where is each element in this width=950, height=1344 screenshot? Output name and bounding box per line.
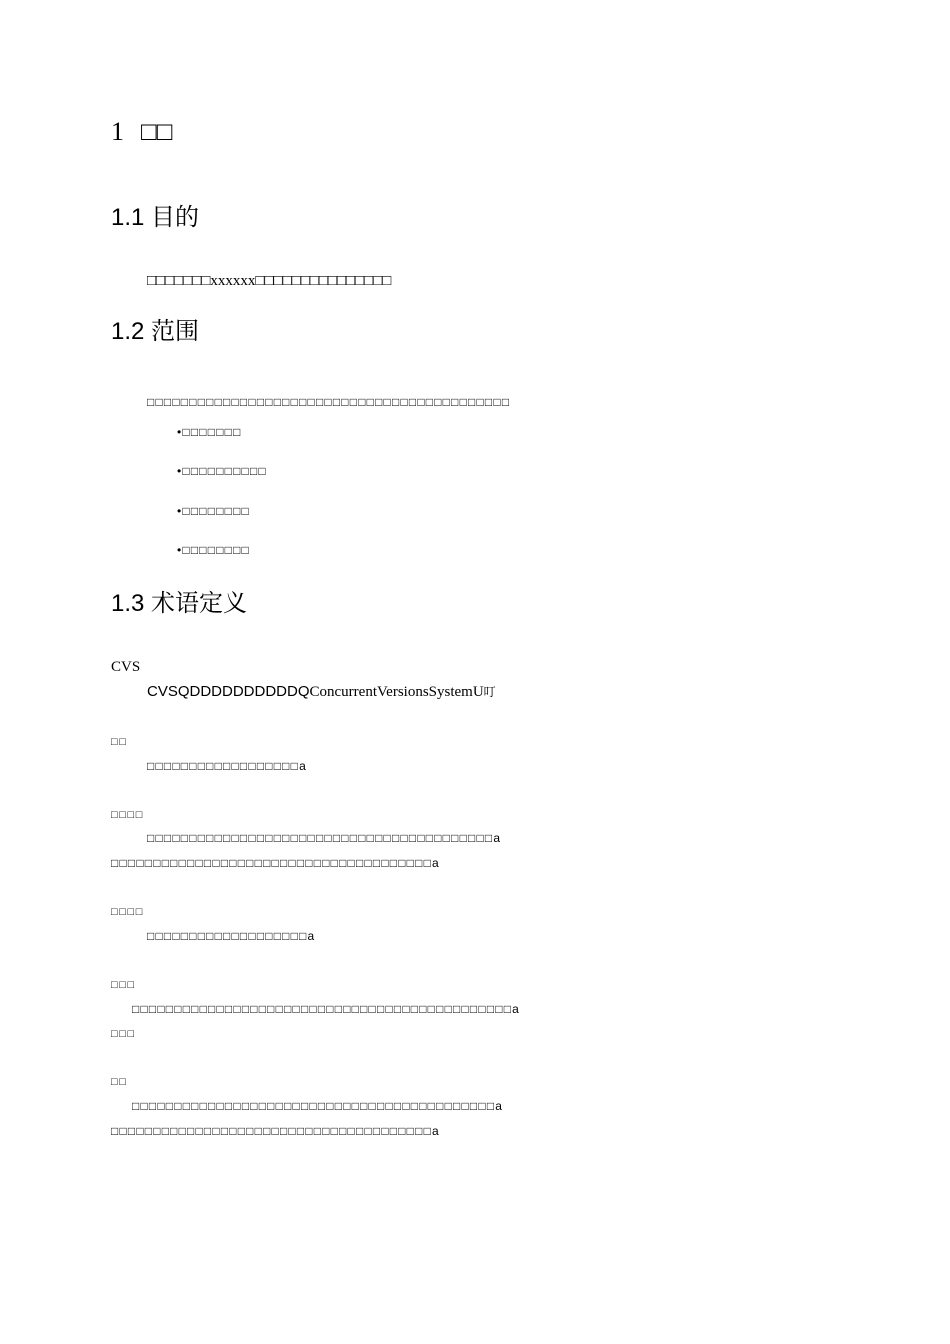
term-label: □□□□ [111, 906, 144, 918]
purpose-paragraph: □□□□□□□xxxxxx□□□□□□□□□□□□□□□ [147, 273, 392, 289]
term-label: CVS [111, 659, 141, 675]
term-definition: □□□□□□□□□□□□□□□□□□□□□□□□□□□□□□□□□□□□□□□□□a [147, 831, 502, 845]
term-definition-part: 叮 [483, 685, 496, 699]
term-definition-part: CVSQDDDDDDDDDDQ [147, 683, 310, 700]
term-label: □□ [111, 736, 128, 748]
term-label: □□ [111, 1076, 128, 1088]
section-heading-scope: 1.2 范围 [111, 318, 200, 345]
term-definition-continued: □□□ [111, 1028, 136, 1040]
term-definition-continued: □□□□□□□□□□□□□□□□□□□□□□□□□□□□□□□□□□□□□□a [111, 1124, 440, 1138]
scope-bullet: •□□□□□□□□□□ [177, 464, 267, 478]
chapter-number: 1 [111, 117, 124, 146]
section-heading-purpose: 1.1 目的 [111, 204, 200, 231]
term-definition [147, 684, 496, 700]
term-definition: □□□□□□□□□□□□□□□□□□a [147, 759, 307, 773]
chapter-title: □□ [141, 117, 173, 146]
term-definition-part: ConcurrentVersionsSystemU [309, 684, 484, 700]
term-definition: □□□□□□□□□□□□□□□□□□□□□□□□□□□□□□□□□□□□□□□□□□□□□a [132, 1002, 521, 1016]
scope-bullet: •□□□□□□□□ [177, 504, 250, 518]
term-label: □□□□ [111, 809, 144, 821]
term-label: □□□ [111, 979, 136, 991]
scope-bullet: •□□□□□□□ [177, 425, 242, 439]
term-definition: □□□□□□□□□□□□□□□□□□□a [147, 929, 316, 943]
section-heading-terms: 1.3 术语定义 [111, 590, 248, 617]
scope-paragraph: □□□□□□□□□□□□□□□□□□□□□□□□□□□□□□□□□□□□□□□□□□□ [147, 395, 511, 409]
scope-bullet: •□□□□□□□□ [177, 543, 250, 557]
term-definition-continued: □□□□□□□□□□□□□□□□□□□□□□□□□□□□□□□□□□□□□□a [111, 856, 440, 870]
term-definition: □□□□□□□□□□□□□□□□□□□□□□□□□□□□□□□□□□□□□□□□□□□a [132, 1099, 504, 1113]
